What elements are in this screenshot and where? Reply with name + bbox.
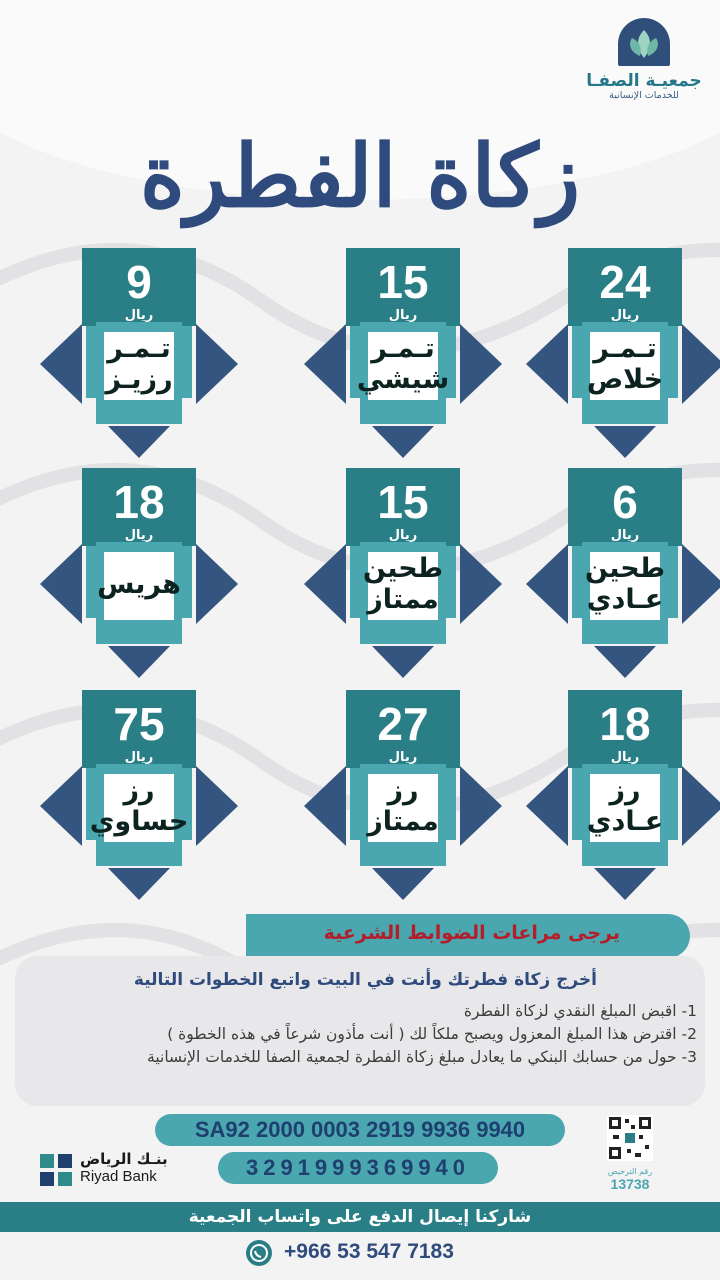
price-value: 18 <box>113 476 165 528</box>
item-label-line: عـادي <box>586 584 664 615</box>
currency-label: ريال <box>610 750 640 765</box>
bank-name-ar: بنـك الرياض <box>80 1150 168 1168</box>
iban-number[interactable]: SA92 2000 0003 2919 9936 9940 <box>155 1114 565 1146</box>
currency-label: ريال <box>124 308 154 323</box>
price-card <box>34 468 244 678</box>
org-subtitle: للخدمات الإنسانية <box>609 90 679 101</box>
item-label <box>520 328 720 400</box>
item-label-line: شيشي <box>356 364 450 395</box>
step-2: 2- اقترض هذا المبلغ المعزول ويصبح ملكاً لك ( أنت مأذون شرعاً في هذه الخطوة ) <box>167 1025 697 1043</box>
item-label-line: رزيـز <box>105 364 173 395</box>
price-card <box>520 690 720 900</box>
item-label <box>298 770 508 842</box>
price-card <box>520 468 720 678</box>
phone-number[interactable]: +966 53 547 7183 <box>284 1240 454 1263</box>
item-label-line: طحين <box>362 553 444 584</box>
currency-label: ريال <box>388 528 418 543</box>
item-label-line: عـادي <box>586 806 664 837</box>
price-card <box>520 248 720 458</box>
leaf-icon <box>618 18 670 66</box>
price-card <box>34 248 244 458</box>
currency-label: ريال <box>388 308 418 323</box>
step-3: 3- حول من حسابك البنكي ما يعادل مبلغ زكاة الفطرة لجمعية الصفا للخدمات الإنسانية <box>147 1048 697 1066</box>
item-label <box>34 770 244 842</box>
item-label <box>34 328 244 400</box>
share-receipt-bar: شاركنا إيصال الدفع على واتساب الجمعية <box>0 1202 720 1232</box>
item-label-line: رز <box>123 775 155 806</box>
whatsapp-contact[interactable] <box>246 1238 506 1268</box>
price-card <box>298 248 508 458</box>
bank-name-en: Riyad Bank <box>80 1168 157 1185</box>
item-label-line: رز <box>609 775 641 806</box>
account-number[interactable]: 3291999369940 <box>218 1152 498 1184</box>
item-label-line: هريس <box>97 568 181 600</box>
license-block <box>600 1115 660 1192</box>
item-label-line: تـمـر <box>371 333 435 364</box>
currency-label: ريال <box>124 528 154 543</box>
notice-text: يرجى مراعات الضوابط الشرعية <box>323 922 620 944</box>
item-label <box>520 548 720 620</box>
price-value: 75 <box>113 698 165 750</box>
item-label-line: تـمـر <box>107 333 171 364</box>
item-label-line: خلاص <box>586 364 664 395</box>
item-label-line: تـمـر <box>593 333 657 364</box>
item-label-line: حساوي <box>89 806 189 837</box>
currency-label: ريال <box>124 750 154 765</box>
item-label <box>298 328 508 400</box>
price-value: 6 <box>612 476 638 528</box>
steps-heading: أخرج زكاة فطرتك وأنت في البيت واتبع الخطوات التالية <box>133 970 597 990</box>
currency-label: ريال <box>610 528 640 543</box>
license-label: رقم الترخيص <box>607 1167 653 1176</box>
riyad-bank-icon <box>40 1154 72 1186</box>
item-label <box>34 548 244 620</box>
price-value: 15 <box>377 476 429 528</box>
currency-label: ريال <box>610 308 640 323</box>
price-card <box>298 468 508 678</box>
bank-logo <box>40 1150 190 1190</box>
price-card <box>298 690 508 900</box>
currency-label: ريال <box>388 750 418 765</box>
qr-code-icon[interactable] <box>607 1115 653 1161</box>
item-label <box>298 548 508 620</box>
price-value: 27 <box>377 698 429 750</box>
org-name: جمعيـة الصفـا <box>586 71 702 91</box>
license-number: 13738 <box>610 1176 650 1192</box>
price-card <box>34 690 244 900</box>
item-label-line: ممتاز <box>367 806 439 837</box>
price-value: 15 <box>377 256 429 308</box>
steps-panel <box>15 956 705 1106</box>
price-value: 9 <box>126 256 152 308</box>
price-value: 24 <box>599 256 651 308</box>
price-value: 18 <box>599 698 651 750</box>
item-label-line: رز <box>387 775 419 806</box>
item-label-line: ممتاز <box>367 584 439 615</box>
step-1: 1- اقبض المبلغ النقدي لزكاة الفطرة <box>463 1002 697 1020</box>
whatsapp-icon <box>246 1240 272 1266</box>
item-label <box>520 770 720 842</box>
notice-bar <box>246 914 690 958</box>
page-title: زكاة الفطرة <box>139 126 581 227</box>
org-logo <box>584 18 704 102</box>
item-label-line: طحين <box>584 553 666 584</box>
